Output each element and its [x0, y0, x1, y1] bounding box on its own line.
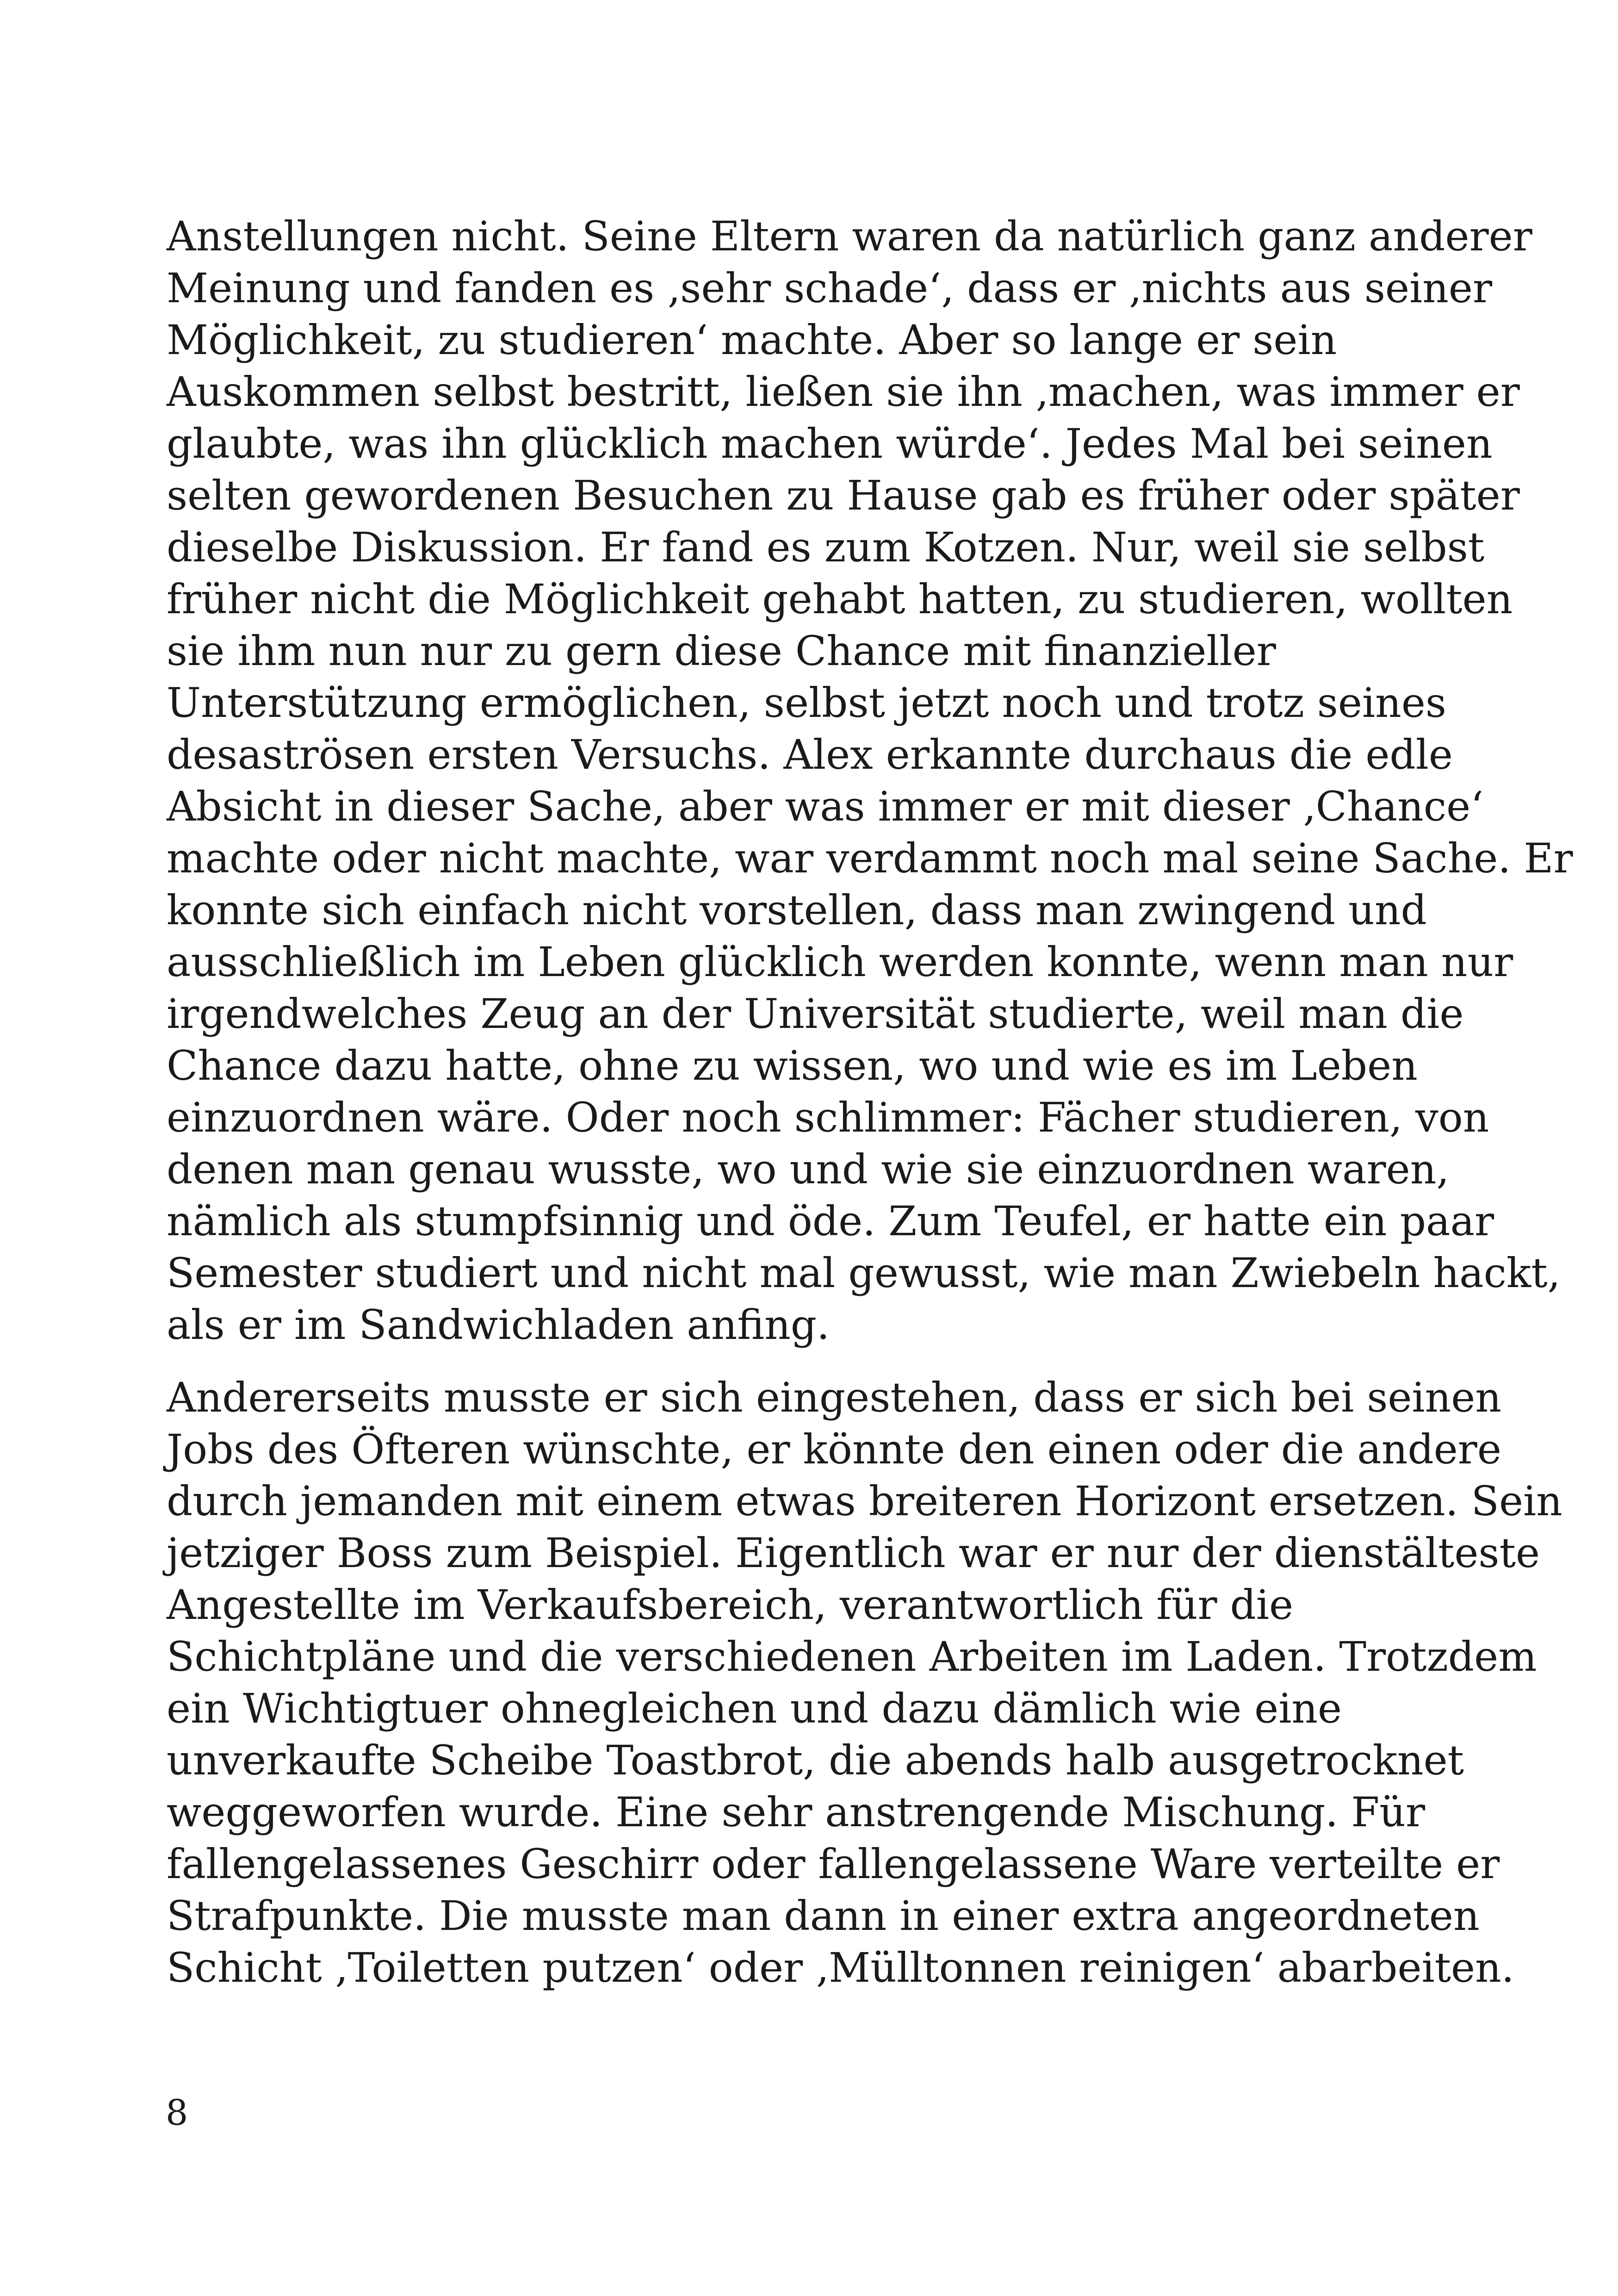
text-line: Möglichkeit, zu studieren‘ machte. Aber so lange er sein	[167, 316, 1337, 364]
body-text	[167, 211, 1573, 1994]
text-line: Auskommen selbst bestritt, ließen sie ihn ‚machen, was immer er	[167, 368, 1520, 416]
text-line: durch jemanden mit einem etwas breiteren Horizont ersetzen. Sein	[167, 1477, 1562, 1525]
text-line: Schichtpläne und die verschiedenen Arbeiten im Laden. Trotzdem	[167, 1633, 1537, 1680]
text-line: Andererseits musste er sich eingestehen, dass er sich bei seinen	[167, 1374, 1502, 1421]
text-line: Schicht ‚Toiletten putzen‘ oder ‚Mülltonnen reinigen‘ abarbeiten.	[167, 1944, 1514, 1991]
text-line: früher nicht die Möglichkeit gehabt hatten, zu studieren, wollten	[167, 575, 1513, 623]
text-line: Anstellungen nicht. Seine Eltern waren da natürlich ganz anderer	[167, 212, 1532, 260]
page-number: 8	[166, 2092, 188, 2133]
text-line: Meinung und fanden es ‚sehr schade‘, dass er ‚nichts aus seiner	[167, 264, 1493, 312]
text-line: jetziger Boss zum Beispiel. Eigentlich war er nur der dienstälteste	[167, 1529, 1540, 1577]
paragraph-spacing	[167, 1351, 1462, 1372]
text-line: sie ihm nun nur zu gern diese Chance mit finanzieller	[167, 627, 1276, 675]
text-line: irgendwelches Zeug an der Universität studierte, weil man die	[167, 990, 1464, 1038]
text-line: Jobs des Öfteren wünschte, er könnte den einen oder die andere	[167, 1425, 1501, 1473]
text-line: nämlich als stumpfsinnig und öde. Zum Teufel, er hatte ein paar	[167, 1197, 1494, 1245]
text-line: Absicht in dieser Sache, aber was immer er mit dieser ‚Chance‘	[167, 783, 1484, 830]
text-line: ein Wichtigtuer ohnegleichen und dazu dämlich wie eine	[167, 1685, 1342, 1732]
text-line: desaströsen ersten Versuchs. Alex erkannte durchaus die edle	[167, 731, 1453, 778]
text-line: machte oder nicht machte, war verdammt noch mal seine Sache. Er	[167, 834, 1573, 882]
text-line: weggeworfen wurde. Eine sehr anstrengende Mischung. Für	[167, 1788, 1426, 1836]
text-line: fallengelassenes Geschirr oder fallengelassene Ware verteilte er	[167, 1840, 1500, 1888]
text-line: dieselbe Diskussion. Er fand es zum Kotzen. Nur, weil sie selbst	[167, 523, 1485, 571]
text-line: Semester studiert und nicht mal gewusst, wie man Zwiebeln hackt,	[167, 1249, 1561, 1297]
text-line: einzuordnen wäre. Oder noch schlimmer: Fächer studieren, von	[167, 1094, 1489, 1141]
text-line: Strafpunkte. Die musste man dann in einer extra angeordneten	[167, 1892, 1480, 1940]
text-line: als er im Sandwichladen anfing.	[167, 1301, 830, 1349]
text-line: Unterstützung ermöglichen, selbst jetzt noch und trotz seines	[167, 679, 1447, 727]
text-line: Angestellte im Verkaufsbereich, verantwortlich für die	[167, 1581, 1294, 1629]
paragraph-1	[167, 211, 1573, 1351]
text-line: denen man genau wusste, wo und wie sie einzuordnen waren,	[167, 1145, 1450, 1193]
text-line: konnte sich einfach nicht vorstellen, dass man zwingend und	[167, 886, 1427, 934]
paragraph-2	[167, 1372, 1562, 1994]
text-line: Chance dazu hatte, ohne zu wissen, wo und wie es im Leben	[167, 1042, 1418, 1089]
text-line: glaubte, was ihn glücklich machen würde‘. Jedes Mal bei seinen	[167, 420, 1493, 467]
text-line: unverkaufte Scheibe Toastbrot, die abends halb ausgetrocknet	[167, 1736, 1464, 1784]
text-line: ausschließlich im Leben glücklich werden konnte, wenn man nur	[167, 938, 1513, 986]
text-line: selten gewordenen Besuchen zu Hause gab es früher oder später	[167, 472, 1520, 519]
